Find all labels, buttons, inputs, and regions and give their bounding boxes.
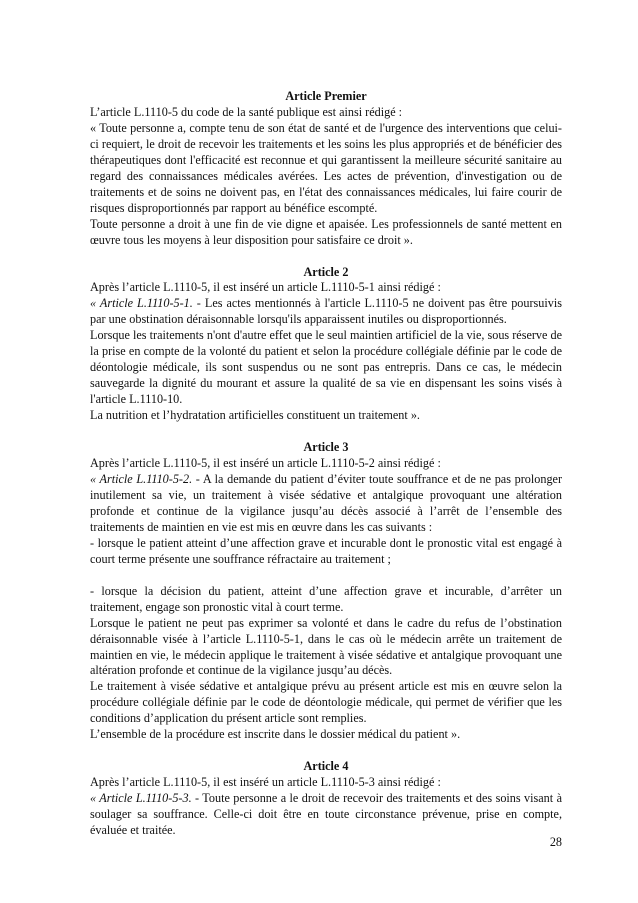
- article-paragraph: [90, 472, 562, 536]
- paragraph-spacer: [90, 568, 562, 584]
- article-2: [90, 265, 562, 425]
- article-paragraph: [90, 296, 562, 328]
- article-paragraph: Lorsque le patient ne peut pas exprimer sa volonté et dans le cadre du refus de l’obstination déraisonnable visée à l’article L.1110-5-1, dans le cas où le médecin arrête un traitement de maintien en vie, le médecin applique le traitement à visée sédative et antalgique provoquant une altération profonde et continue de la vigilance jusqu’au décès.: [90, 615, 562, 678]
- article-title: Article 4: [303, 759, 349, 774]
- article-paragraph: - lorsque le patient atteint d’une affection grave et incurable dont le pronostic vital est engagé à court terme présente une souffrance réfractaire au traitement ;: [90, 535, 562, 566]
- article-paragraph: Toute personne a droit à une fin de vie digne et apaisée. Les professionnels de santé mettent en œuvre tous les moyens à leur disposition pour satisfaire ce droit ».: [90, 216, 562, 247]
- article-paragraph: Lorsque les traitements n'ont d'autre effet que le seul maintien artificiel de la vie, sous réserve de la prise en compte de la volonté du patient et selon la procédure collégiale définie par le code de déontologie médicale, ils sont suspendus ou ne sont pas entrepris. Dans ce cas, le médecin sauvegarde la dignité du mourant et assure la qualité de sa vie en dispensant les soins visés à l'article L.1110-10.: [90, 328, 562, 407]
- article-paragraph: « Toute personne a, compte tenu de son état de santé et de l'urgence des interventions que celui-ci requiert, le droit de recevoir les traitements et les soins les plus appropriés et de bénéficier des thérapeutiques dont l'efficacité est reconnue et qui garantissent la meilleure sécurité sanitaire au regard des connaissances médicales avérées. Les actes de prévention, d'investigation ou de traitements et de soins ne doivent pas, en l'état des connaissances médicales, lui faire courir de risques disproportionnés par rapport au bénéfice escompté.: [90, 120, 562, 215]
- section-spacer: [90, 743, 562, 759]
- article-paragraph: - lorsque la décision du patient, atteint d’une affection grave et incurable, d’arrêter un traitement, engage son pronostic vital à court terme.: [90, 583, 562, 614]
- article-4: [90, 759, 562, 839]
- article-title: Article 2: [303, 264, 349, 279]
- article-intro: Après l’article L.1110-5, il est inséré un article L.1110-5-3 ainsi rédigé :: [90, 775, 441, 790]
- article-text: - Toute personne a le droit de recevoir des traitements et des soins visant à soulager sa souffrance. Celle-ci doit être en toute circonstance prévenue, prise en compte, évaluée et traitée.: [90, 791, 562, 838]
- article-reference: « Article L.1110-5-2.: [90, 471, 193, 486]
- article-paragraph: [90, 791, 562, 839]
- article-premier: [90, 89, 562, 249]
- article-intro: Après l’article L.1110-5, il est inséré un article L.1110-5-1 ainsi rédigé :: [90, 280, 441, 295]
- article-reference: « Article L.1110-5-1.: [90, 296, 193, 311]
- article-title: Article 3: [303, 440, 349, 455]
- section-spacer: [90, 249, 562, 265]
- article-text: - A la demande du patient d’éviter toute souffrance et de ne pas prolonger inutilement sa vie, un traitement à visée sédative et antalgique provoquant une altération profonde et continue de la vigilance jusqu’au décès associé à l’arrêt de l’ensemble des traitements de maintien en vie est mis en œuvre dans les cas suivants :: [90, 471, 563, 534]
- section-spacer: [90, 424, 562, 440]
- article-paragraph: La nutrition et l’hydratation artificielles constituent un traitement ».: [90, 408, 420, 423]
- article-intro: Après l’article L.1110-5, il est inséré un article L.1110-5-2 ainsi rédigé :: [90, 456, 441, 471]
- page-number: 28: [549, 835, 562, 849]
- article-title: Article Premier: [285, 89, 367, 103]
- article-paragraph: L’ensemble de la procédure est inscrite dans le dossier médical du patient ».: [90, 727, 461, 742]
- article-reference: « Article L.1110-5-3.: [90, 791, 192, 806]
- document-page: [90, 89, 562, 839]
- article-intro: L’article L.1110-5 du code de la santé publique est ainsi rédigé :: [90, 104, 403, 119]
- article-paragraph: Le traitement à visée sédative et antalgique prévu au présent article est mis en œuvre selon la procédure collégiale définie par le code de déontologie médicale, qui permet de vérifier que les conditions d’application du présent article sont remplies.: [90, 679, 562, 726]
- article-3: [90, 440, 562, 743]
- article-text: - Les actes mentionnés à l'article L.1110-5 ne doivent pas être poursuivis par une obstination déraisonnable lorsqu'ils apparaissent inutiles ou disproportionnés.: [90, 296, 562, 327]
